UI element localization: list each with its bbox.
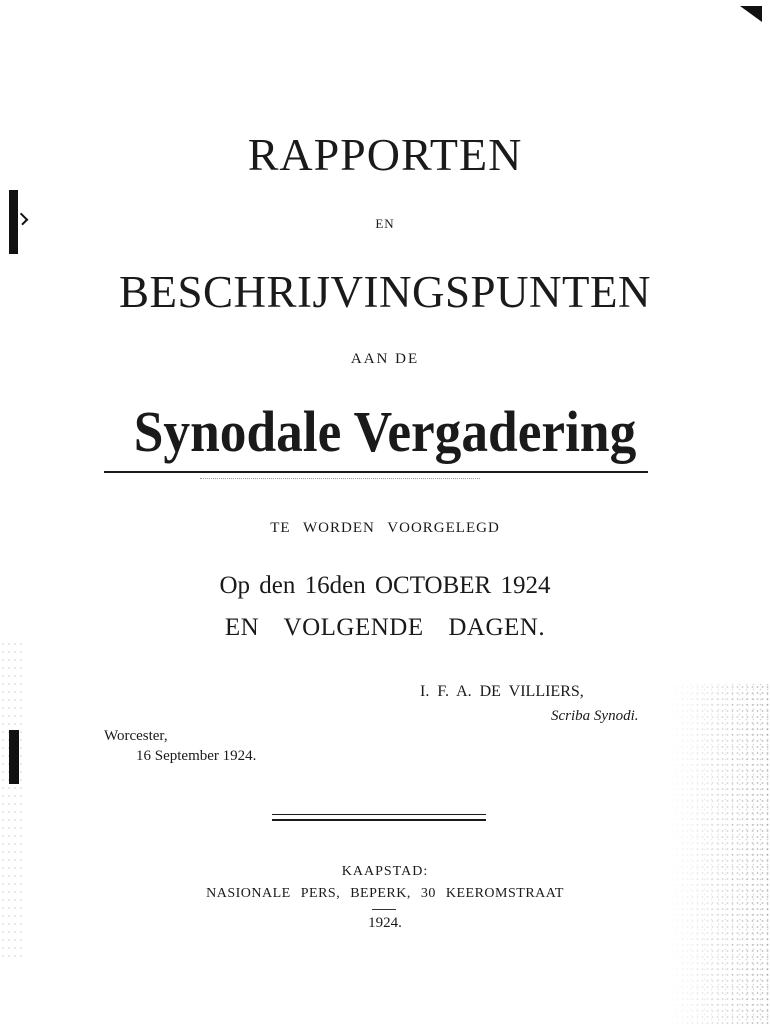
imprint-publisher: NASIONALE PERS, BEPERK, 30 KEEROMSTRAAT — [206, 886, 564, 901]
heading-rule — [104, 471, 648, 473]
signatory-role: Scriba Synodi. — [551, 708, 639, 724]
scan-speckle — [650, 684, 770, 1024]
imprint-year: 1924. — [368, 915, 402, 931]
meeting-date: Op den 16den OCTOBER 1924 — [219, 572, 551, 599]
assembly-heading: Synodale Vergadering — [133, 399, 637, 464]
conjunction-text: EN — [375, 216, 395, 231]
divider-rule — [272, 814, 486, 815]
document-subtitle: BESCHRIJVINGSPUNTEN — [118, 267, 652, 317]
place-text: Worcester, — [104, 728, 168, 744]
imprint-rule — [372, 909, 396, 910]
scan-speckle — [0, 640, 26, 960]
signatory-name: I. F. A. DE VILLIERS, — [420, 683, 584, 700]
presented-text: TE WORDEN VOORGELEGD — [270, 520, 500, 536]
faint-rule — [200, 478, 480, 479]
following-days-text: EN VOLGENDE DAGEN. — [224, 614, 546, 641]
divider-rule — [272, 819, 486, 821]
document-title: RAPPORTEN — [247, 129, 523, 180]
scan-corner-mark — [740, 6, 762, 22]
to-the-text: AAN DE — [350, 351, 420, 367]
place-date-text: 16 September 1924. — [136, 748, 257, 764]
imprint-city: KAAPSTAD: — [341, 864, 429, 879]
